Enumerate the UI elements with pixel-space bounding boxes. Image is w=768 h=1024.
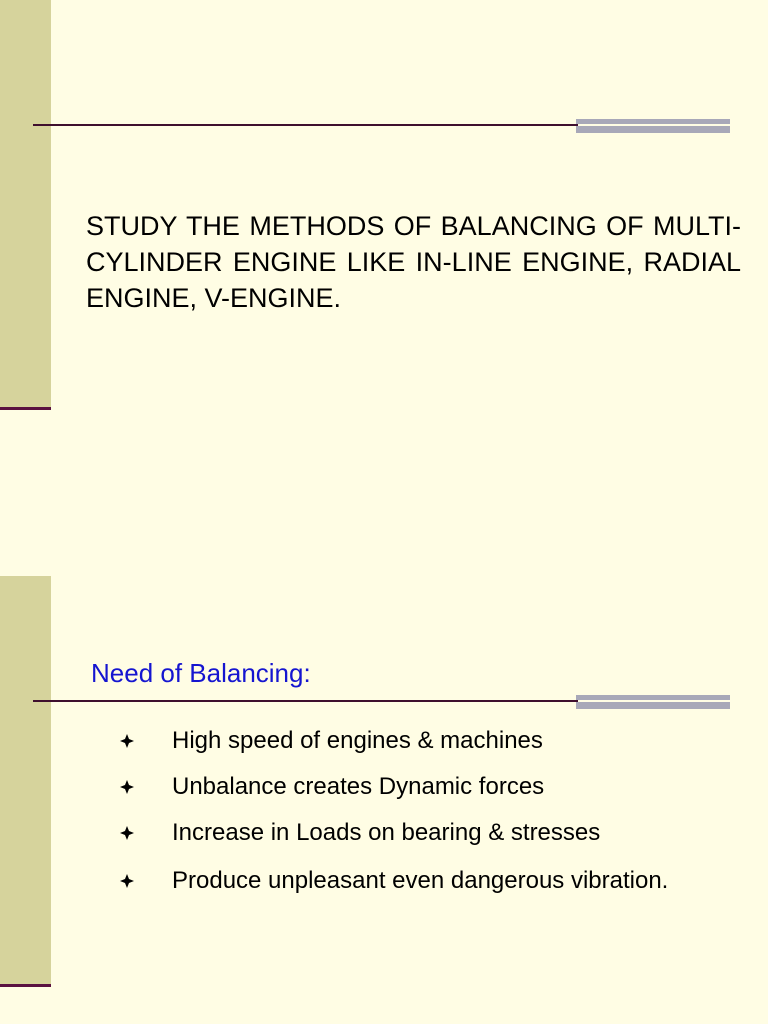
bullet-text: Produce unpleasant even dangerous vibration. xyxy=(172,867,669,894)
diamond-bullet-icon xyxy=(120,734,134,748)
diamond-bullet-icon xyxy=(120,874,134,888)
bullet-text: Increase in Loads on bearing & stresses xyxy=(172,819,601,846)
left-bar-underline xyxy=(0,407,51,410)
section-heading: Need of Balancing: xyxy=(91,658,311,688)
bullet-text: High speed of engines & machines xyxy=(172,727,543,754)
slide-2 xyxy=(0,576,768,1024)
list-item xyxy=(0,726,768,766)
accent-stripe xyxy=(576,702,730,709)
horizontal-rule xyxy=(33,700,578,702)
diamond-bullet-icon xyxy=(120,780,134,794)
list-item xyxy=(0,866,768,906)
left-bar-underline xyxy=(0,984,51,987)
horizontal-rule xyxy=(33,124,578,126)
accent-stripes xyxy=(576,695,730,709)
bullet-text: Unbalance creates Dynamic forces xyxy=(172,773,545,800)
slide-title-text: STUDY THE METHODS OF BALANCING OF MULTI-CYLINDER ENGINE LIKE IN-LINE ENGINE, RADIAL ENGINE, V-ENGINE. xyxy=(86,211,741,313)
accent-stripe xyxy=(576,119,730,124)
accent-stripe xyxy=(576,126,730,133)
left-accent-bar xyxy=(0,0,51,408)
list-item xyxy=(0,818,768,858)
diamond-bullet-icon xyxy=(120,826,134,840)
accent-stripe xyxy=(576,695,730,700)
accent-stripes xyxy=(576,119,730,133)
list-item xyxy=(0,772,768,812)
